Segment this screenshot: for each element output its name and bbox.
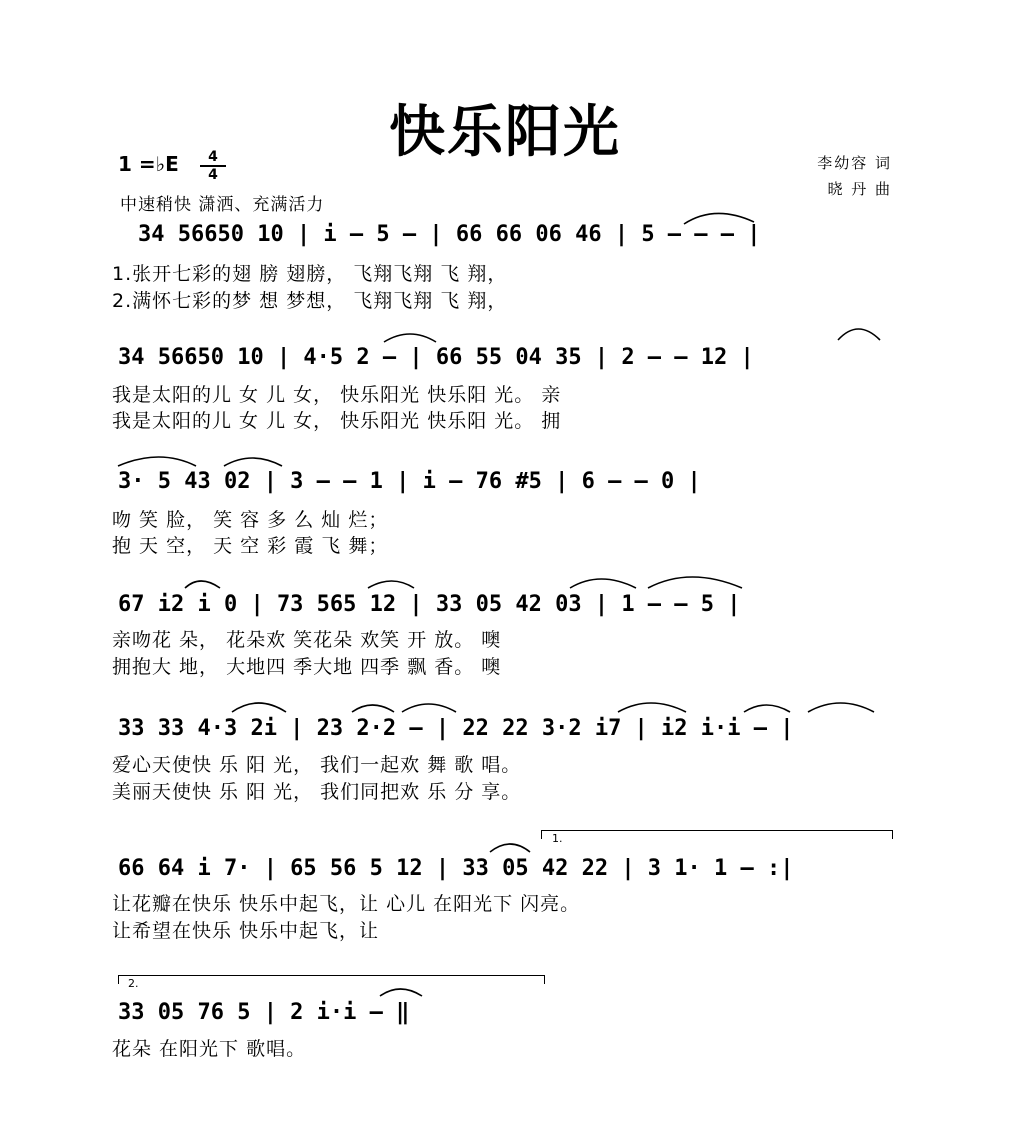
time-signature-bottom: 4 [208,167,218,183]
lyrics-row-1-verse-2: 2.满怀七彩的梦 想 梦想， 飞翔飞翔 飞 翔， [112,290,508,312]
notation-row-1: 34 56650 10 | i – 5 – | 66 66 06 46 | 5 – – – | [138,222,761,247]
notation-row-5: 33 33 4·3 2i | 23 2·2 – | 22 22 3·2 i7 | i2 i·i – | [118,716,794,741]
slur-row3b [224,458,282,466]
slur-row4c [570,579,636,588]
lyrics-row-2-verse-2: 我是太阳的儿 女 儿 女， 快乐阳光 快乐阳 光。 拥 [112,410,562,432]
lyrics-row-3-verse-1: 吻 笑 脸， 笑 容 多 么 灿 烂； [112,509,389,531]
key-signature: 1 =♭E [118,152,179,176]
song-title: 快乐阳光 [389,100,621,165]
notation-row-2: 34 56650 10 | 4·5 2 – | 66 55 04 35 | 2 – – 12 | [118,345,754,370]
slur-row1 [684,213,754,224]
second-ending-label: 2. [128,977,139,990]
slur-row5e [744,705,790,712]
slur-row5f [808,703,874,712]
lyrics-row-2-verse-1: 我是太阳的儿 女 儿 女， 快乐阳光 快乐阳 光。 亲 [112,384,562,406]
lyrics-row-5-verse-2: 美丽天使快 乐 阳 光， 我们同把欢 乐 分 享。 [112,781,522,803]
lyrics-row-1-verse-1: 1.张开七彩的翅 膀 翅膀， 飞翔飞翔 飞 翔， [112,263,508,285]
lyrics-row-6-verse-1: 让花瓣在快乐 快乐中起飞，让 心儿 在阳光下 闪亮。 [112,893,581,915]
time-signature-top: 4 [208,149,218,165]
tempo-marking: 中速稍快 潇洒、充满活力 [120,195,325,215]
lyrics-row-7: 花朵 在阳光下 歌唱。 [112,1038,307,1060]
lyrics-row-4-verse-1: 亲吻花 朵， 花朵欢 笑花朵 欢笑 开 放。 噢 [112,629,502,651]
composer-credit: 晓 丹 曲 [827,180,892,198]
slur-row5b [352,705,394,712]
slur-row5c [402,704,456,712]
slur-row3a [118,457,196,466]
slur-row4d [648,577,742,588]
first-ending-label: 1. [552,832,563,845]
slur-row5a [232,703,286,712]
lyrics-row-6-verse-2: 让希望在快乐 快乐中起飞，让 [112,920,380,942]
lyrics-row-4-verse-2: 拥抱大 地， 大地四 季大地 四季 飘 香。 噢 [112,656,502,678]
lyrics-row-3-verse-2: 抱 天 空， 天 空 彩 霞 飞 舞； [112,535,389,557]
slur-row7 [380,989,422,996]
notation-row-4: 67 i2 i 0 | 73 565 12 | 33 05 42 03 | 1 – – 5 | [118,592,741,617]
slur-row6 [490,844,530,852]
slur-row5d [618,703,686,712]
notation-row-3: 3· 5 43 02 | 3 – – 1 | i – 76 #5 | 6 – – 0 | [118,469,701,494]
lyricist-credit: 李幼容 词 [817,154,892,172]
slur-row4a [185,581,220,588]
notation-row-6: 66 64 i 7· | 65 56 5 12 | 33 05 42 22 | 3 1· 1 – :| [118,856,794,881]
notation-row-7: 33 05 76 5 | 2 i·i – ‖ [118,1000,410,1025]
lyrics-row-5-verse-1: 爱心天使快 乐 阳 光， 我们一起欢 舞 歌 唱。 [112,754,522,776]
slur-row2 [384,334,436,342]
slur-row2b [838,329,880,340]
slur-row4b [368,581,414,588]
